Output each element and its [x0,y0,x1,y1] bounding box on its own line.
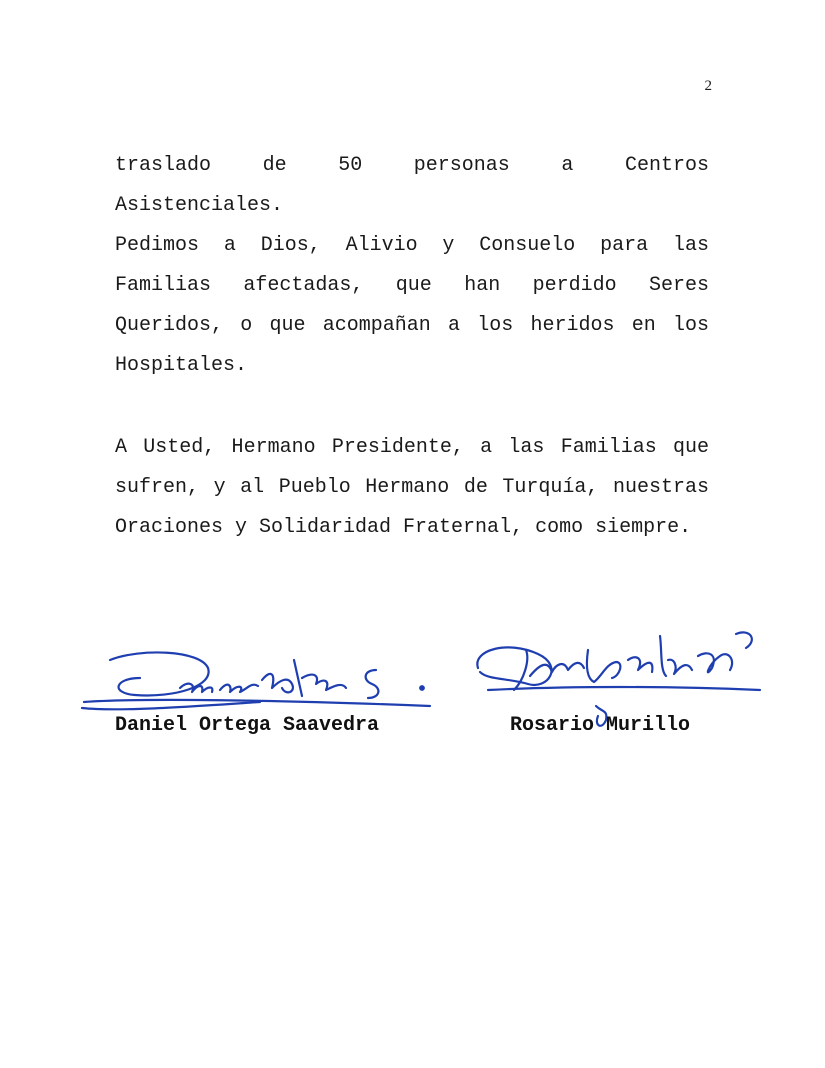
signer-name-left: Daniel Ortega Saavedra [115,714,380,737]
paragraph-2: Pedimos a Dios, Alivio y Consuelo para las Familias afectadas, que han perdido Seres Queridos, o que acompañan a los heridos en los Hospitales. [115,234,709,377]
signer-name-right: Rosario Murillo [510,714,691,737]
paragraph-1 [115,146,709,226]
paragraph-3: A Usted, Hermano Presidente, a las Familias que sufren, y al Pueblo Hermano de Turquía, nuestras Oraciones y Solidaridad Fraternal, como siempre. [115,436,709,539]
signature-left-icon [80,640,440,720]
page-number: 2 [704,78,712,94]
paragraph-1-line-1: traslado de 50 personas a Centros [115,154,709,177]
paragraph-1-line-2: Asistenciales. [115,194,284,217]
